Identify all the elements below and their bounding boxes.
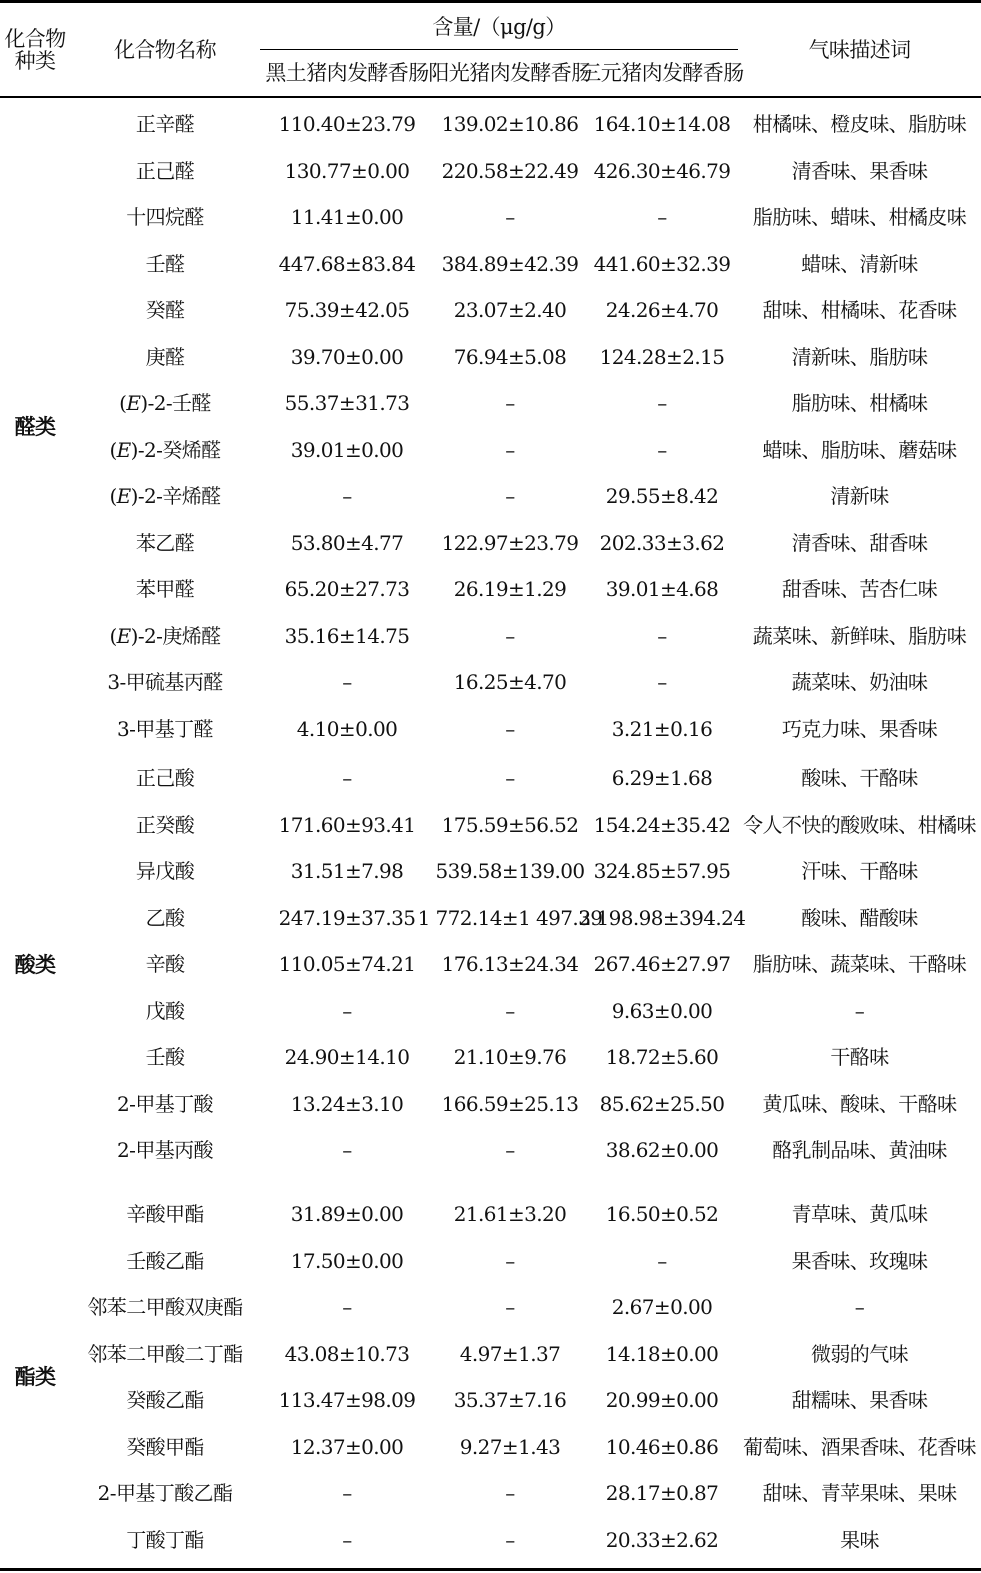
content-value-c: 16.50±0.52 bbox=[605, 1202, 719, 1227]
category-label: 酸类 bbox=[14, 951, 56, 977]
content-value-a: 113.47±98.09 bbox=[278, 1388, 416, 1413]
content-value-a: 39.01±0.00 bbox=[290, 437, 404, 462]
odor-description: 清香味、甜香味 bbox=[791, 530, 928, 555]
content-value-c: 20.33±2.62 bbox=[605, 1527, 719, 1552]
compound-name-part: E bbox=[126, 391, 141, 416]
content-value-c: 124.28±2.15 bbox=[599, 344, 725, 369]
compound-name-part: )-2-癸烯醛 bbox=[130, 437, 221, 462]
odor-description: 甜糯味、果香味 bbox=[791, 1388, 928, 1413]
table-bottom-rule bbox=[0, 1568, 981, 1571]
content-value-b: – bbox=[505, 1248, 515, 1273]
content-value-b: 139.02±10.86 bbox=[441, 112, 579, 137]
compound-name bbox=[70, 613, 260, 660]
content-value-b: 4.97±1.37 bbox=[459, 1341, 561, 1366]
odor-description: 脂肪味、蜡味、柑橘皮味 bbox=[752, 205, 967, 230]
content-value-c: 38.62±0.00 bbox=[605, 1138, 719, 1163]
header-sample-c: 三元猪肉发酵香肠 bbox=[580, 61, 744, 86]
content-value-c: 9.63±0.00 bbox=[611, 998, 713, 1023]
content-value-c: 2.67±0.00 bbox=[611, 1295, 713, 1320]
header-sample-a: 黑土猪肉发酵香肠 bbox=[265, 61, 429, 86]
compound-name: 癸酸甲酯 bbox=[126, 1434, 204, 1459]
content-value-a: 24.90±14.10 bbox=[284, 1045, 410, 1070]
content-value-b: 539.58±139.00 bbox=[435, 859, 585, 884]
header-content: 含量/（μg/g） bbox=[432, 15, 566, 40]
content-value-c: 29.55±8.42 bbox=[605, 484, 719, 509]
content-value-c: – bbox=[657, 437, 667, 462]
content-value-c: 2 198.98±394.24 bbox=[578, 905, 746, 930]
content-value-a: 65.20±27.73 bbox=[284, 577, 410, 602]
compound-name: 正癸酸 bbox=[135, 812, 195, 837]
content-value-b: 166.59±25.13 bbox=[441, 1091, 579, 1116]
compound-name-part: ( bbox=[119, 391, 127, 416]
content-value-a: – bbox=[342, 766, 352, 791]
content-value-b: 384.89±42.39 bbox=[441, 251, 579, 276]
compound-name: 邻苯二甲酸双庚酯 bbox=[87, 1295, 243, 1320]
content-value-b: 21.10±9.76 bbox=[453, 1045, 567, 1070]
content-value-b: 21.61±3.20 bbox=[453, 1202, 567, 1227]
content-value-b: – bbox=[505, 437, 515, 462]
compound-name bbox=[70, 473, 260, 520]
category-label: 醛类 bbox=[14, 413, 56, 439]
content-value-a: – bbox=[342, 1481, 352, 1506]
content-value-c: 18.72±5.60 bbox=[605, 1045, 719, 1070]
content-value-a: 31.89±0.00 bbox=[290, 1202, 404, 1227]
content-value-b: 1 772.14±1 497.39 bbox=[417, 905, 603, 930]
content-value-a: 12.37±0.00 bbox=[290, 1434, 404, 1459]
content-value-c: 267.46±27.97 bbox=[593, 952, 731, 977]
content-value-b: 76.94±5.08 bbox=[453, 344, 567, 369]
content-value-a: – bbox=[342, 1527, 352, 1552]
category-label: 酯类 bbox=[14, 1364, 56, 1390]
odor-description: 酪乳制品味、黄油味 bbox=[772, 1138, 947, 1163]
content-value-c: 85.62±25.50 bbox=[599, 1091, 725, 1116]
content-value-a: 130.77±0.00 bbox=[284, 158, 410, 183]
content-value-c: – bbox=[657, 670, 667, 695]
content-value-b: – bbox=[505, 1138, 515, 1163]
odor-description: 青草味、黄瓜味 bbox=[791, 1202, 928, 1227]
odor-description: 清新味、脂肪味 bbox=[791, 344, 928, 369]
content-value-a: 55.37±31.73 bbox=[284, 391, 410, 416]
compound-name-part: ( bbox=[109, 437, 117, 462]
content-value-b: 176.13±24.34 bbox=[441, 952, 579, 977]
odor-description: – bbox=[854, 998, 865, 1023]
compound-name: 辛酸 bbox=[145, 952, 185, 977]
content-value-c: – bbox=[657, 1248, 667, 1273]
table-top-rule bbox=[0, 0, 981, 3]
content-value-b: – bbox=[505, 1527, 515, 1552]
content-value-c: 39.01±4.68 bbox=[605, 577, 719, 602]
header-compound-name: 化合物名称 bbox=[114, 38, 216, 63]
content-value-b: 23.07±2.40 bbox=[453, 298, 567, 323]
odor-description: 酸味、干酪味 bbox=[801, 766, 918, 791]
compound-name-part: )-2-庚烯醛 bbox=[130, 623, 221, 648]
content-value-b: – bbox=[505, 1481, 515, 1506]
header-sample-b: 阳光猪肉发酵香肠 bbox=[428, 61, 592, 86]
odor-description: 脂肪味、蔬菜味、干酪味 bbox=[752, 952, 967, 977]
odor-description: 甜味、柑橘味、花香味 bbox=[762, 298, 957, 323]
odor-description: 果香味、玫瑰味 bbox=[791, 1248, 928, 1273]
compound-name-part: )-2-壬醛 bbox=[140, 391, 211, 416]
compound-name: 2-甲基丁酸乙酯 bbox=[97, 1481, 233, 1506]
compound-name: 正己醛 bbox=[135, 158, 195, 183]
compound-name: 癸酸乙酯 bbox=[126, 1388, 204, 1413]
content-value-a: 75.39±42.05 bbox=[284, 298, 410, 323]
compound-name: 乙酸 bbox=[145, 905, 185, 930]
compound-name: 丁酸丁酯 bbox=[126, 1527, 204, 1552]
content-value-c: 441.60±32.39 bbox=[593, 251, 731, 276]
content-value-a: – bbox=[342, 1138, 352, 1163]
odor-description: 干酪味 bbox=[830, 1045, 889, 1070]
content-value-c: 20.99±0.00 bbox=[605, 1388, 719, 1413]
odor-description: 微弱的气味 bbox=[811, 1341, 908, 1366]
content-value-a: – bbox=[342, 1295, 352, 1320]
content-value-a: 31.51±7.98 bbox=[290, 859, 404, 884]
content-value-a: 17.50±0.00 bbox=[290, 1248, 404, 1273]
content-value-b: – bbox=[505, 1295, 515, 1320]
content-value-b: – bbox=[505, 484, 515, 509]
compound-name: 壬醛 bbox=[145, 251, 185, 276]
content-value-b: – bbox=[505, 205, 515, 230]
content-subheader-rule bbox=[260, 49, 738, 50]
odor-description: 令人不快的酸败味、柑橘味 bbox=[743, 812, 976, 837]
compound-name: 2-甲基丁酸 bbox=[117, 1091, 213, 1116]
header-category: 化合物 种类 bbox=[4, 26, 66, 73]
content-value-b: 26.19±1.29 bbox=[453, 577, 567, 602]
content-value-a: – bbox=[342, 484, 352, 509]
odor-description: 清香味、果香味 bbox=[791, 158, 928, 183]
compound-name-part: E bbox=[116, 623, 131, 648]
content-value-b: 35.37±7.16 bbox=[453, 1388, 567, 1413]
content-value-a: 447.68±83.84 bbox=[278, 251, 416, 276]
content-value-c: 28.17±0.87 bbox=[605, 1481, 719, 1506]
compound-name-part: ( bbox=[109, 484, 117, 509]
content-value-c: 154.24±35.42 bbox=[593, 812, 731, 837]
compound-name: 2-甲基丙酸 bbox=[117, 1138, 213, 1163]
content-value-c: 14.18±0.00 bbox=[605, 1341, 719, 1366]
content-value-b: – bbox=[505, 716, 515, 741]
content-value-c: 10.46±0.86 bbox=[605, 1434, 719, 1459]
content-value-a: 53.80±4.77 bbox=[290, 530, 404, 555]
compound-name: 正辛醛 bbox=[135, 112, 195, 137]
content-value-b: 175.59±56.52 bbox=[441, 812, 579, 837]
odor-description: 甜味、青苹果味、果味 bbox=[762, 1481, 957, 1506]
odor-description: 巧克力味、果香味 bbox=[781, 716, 938, 741]
compound-name: 正己酸 bbox=[135, 766, 195, 791]
content-value-b: – bbox=[505, 391, 515, 416]
compound-name-part: E bbox=[116, 437, 131, 462]
compound-name-part: ( bbox=[109, 623, 117, 648]
content-value-a: 110.05±74.21 bbox=[278, 952, 416, 977]
content-value-c: – bbox=[657, 391, 667, 416]
content-value-c: 164.10±14.08 bbox=[593, 112, 731, 137]
compound-name-part: E bbox=[116, 484, 131, 509]
odor-description: 酸味、醋酸味 bbox=[801, 905, 918, 930]
compound-name: 3-甲硫基丙醛 bbox=[107, 670, 223, 695]
content-value-a: 35.16±14.75 bbox=[284, 623, 410, 648]
compound-name: 癸醛 bbox=[145, 298, 185, 323]
compound-name: 邻苯二甲酸二丁酯 bbox=[87, 1341, 243, 1366]
content-value-a: 43.08±10.73 bbox=[284, 1341, 410, 1366]
content-value-a: 39.70±0.00 bbox=[290, 344, 404, 369]
content-value-c: 324.85±57.95 bbox=[593, 859, 731, 884]
compound-name: 戊酸 bbox=[145, 998, 185, 1023]
content-value-b: – bbox=[505, 998, 515, 1023]
content-value-b: – bbox=[505, 766, 515, 791]
content-value-b: – bbox=[505, 623, 515, 648]
content-value-b: 9.27±1.43 bbox=[459, 1434, 561, 1459]
content-value-a: 13.24±3.10 bbox=[290, 1091, 404, 1116]
content-value-a: 247.19±37.35 bbox=[278, 905, 416, 930]
content-value-a: 11.41±0.00 bbox=[290, 205, 404, 230]
odor-description: 甜香味、苦杏仁味 bbox=[781, 577, 938, 602]
odor-description: 葡萄味、酒果香味、花香味 bbox=[743, 1434, 976, 1459]
compound-name: 3-甲基丁醛 bbox=[117, 716, 213, 741]
compound-name: 异戊酸 bbox=[135, 859, 195, 884]
compound-name: 庚醛 bbox=[145, 344, 185, 369]
odor-description: 蔬菜味、奶油味 bbox=[791, 670, 928, 695]
odor-description: 清新味 bbox=[830, 484, 889, 509]
content-value-a: 4.10±0.00 bbox=[296, 716, 398, 741]
content-value-c: 202.33±3.62 bbox=[599, 530, 725, 555]
odor-description: 蔬菜味、新鲜味、脂肪味 bbox=[752, 623, 967, 648]
content-value-b: 122.97±23.79 bbox=[441, 530, 579, 555]
odor-description: 柑橘味、橙皮味、脂肪味 bbox=[752, 112, 967, 137]
content-value-a: 110.40±23.79 bbox=[278, 112, 416, 137]
compound-name-part: )-2-辛烯醛 bbox=[130, 484, 221, 509]
odor-description: 蜡味、脂肪味、蘑菇味 bbox=[762, 437, 957, 462]
content-value-c: 6.29±1.68 bbox=[611, 766, 713, 791]
content-value-b: 220.58±22.49 bbox=[441, 158, 579, 183]
odor-description: – bbox=[854, 1295, 865, 1320]
content-value-c: 426.30±46.79 bbox=[593, 158, 731, 183]
odor-description: 脂肪味、柑橘味 bbox=[791, 391, 928, 416]
compound-name: 壬酸乙酯 bbox=[126, 1248, 204, 1273]
odor-description: 蜡味、清新味 bbox=[801, 251, 918, 276]
content-value-c: 24.26±4.70 bbox=[605, 298, 719, 323]
odor-description: 汗味、干酪味 bbox=[801, 859, 918, 884]
content-value-c: 3.21±0.16 bbox=[611, 716, 713, 741]
compound-name bbox=[70, 427, 260, 474]
content-value-c: – bbox=[657, 205, 667, 230]
header-odor: 气味描述词 bbox=[808, 38, 911, 63]
odor-description: 黄瓜味、酸味、干酪味 bbox=[762, 1091, 957, 1116]
table-header-rule bbox=[0, 96, 981, 98]
odor-description: 果味 bbox=[840, 1527, 879, 1552]
compound-name bbox=[70, 380, 260, 427]
content-value-a: – bbox=[342, 670, 352, 695]
compound-name: 苯甲醛 bbox=[135, 577, 195, 602]
content-value-b: 16.25±4.70 bbox=[453, 670, 567, 695]
compound-name: 辛酸甲酯 bbox=[126, 1202, 204, 1227]
compound-name: 十四烷醛 bbox=[126, 205, 204, 230]
content-value-a: 171.60±93.41 bbox=[278, 812, 416, 837]
content-value-a: – bbox=[342, 998, 352, 1023]
compound-name: 苯乙醛 bbox=[135, 530, 195, 555]
content-value-c: – bbox=[657, 623, 667, 648]
compound-name: 壬酸 bbox=[145, 1045, 185, 1070]
